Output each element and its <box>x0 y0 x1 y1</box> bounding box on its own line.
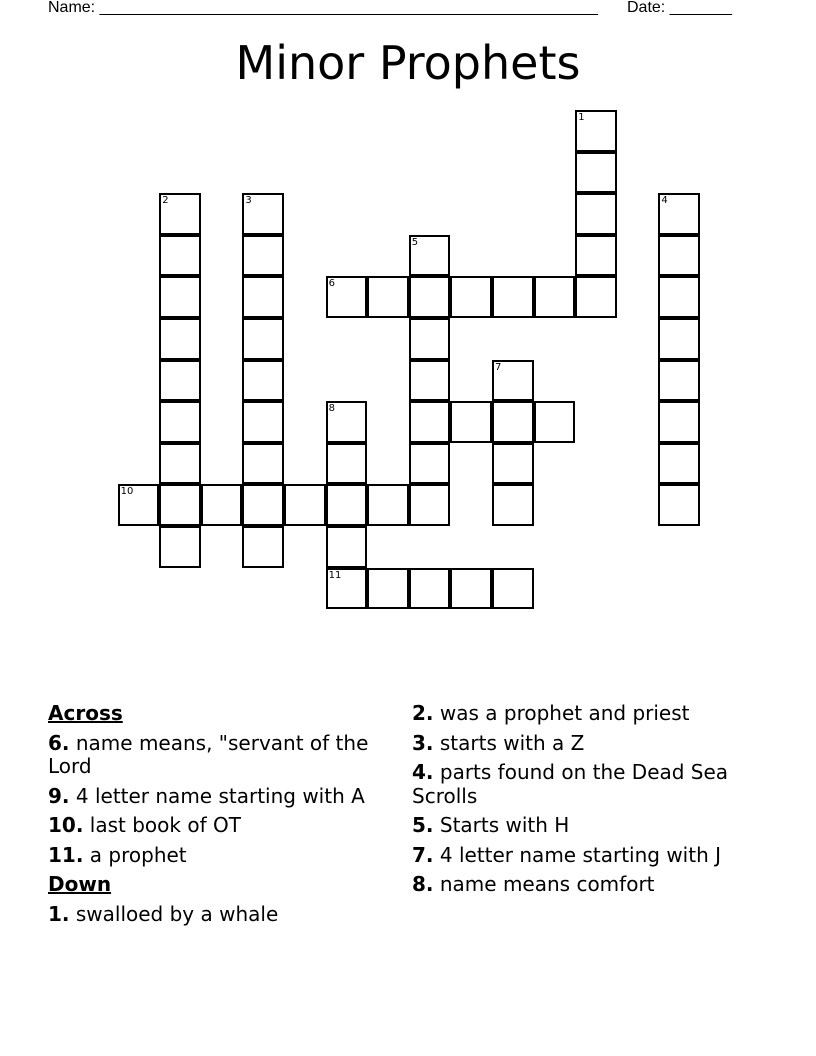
date-line: Date: _______ <box>627 0 732 16</box>
clue-number: 5 <box>411 236 419 248</box>
grid-cell[interactable] <box>326 484 368 526</box>
grid-cell[interactable] <box>201 484 243 526</box>
grid-cell[interactable] <box>492 484 534 526</box>
clue-number: 8 <box>328 403 335 415</box>
clue-text: a prophet <box>83 842 187 867</box>
grid-cell[interactable] <box>159 235 201 277</box>
grid-cell[interactable] <box>575 193 617 235</box>
clues-right-column <box>412 702 752 903</box>
clue-number: 6 <box>328 278 335 290</box>
clue-number-label: 11. <box>48 842 84 867</box>
grid-cell[interactable] <box>409 318 451 360</box>
grid-cell[interactable] <box>242 318 284 360</box>
clue-across <box>48 814 388 838</box>
across-heading: Across <box>48 701 123 725</box>
grid-cell[interactable] <box>409 276 451 318</box>
clue-number-label: 10. <box>48 813 84 837</box>
clue-number-label: 3. <box>412 730 434 755</box>
clue-number: 10 <box>120 486 134 498</box>
clue-down <box>412 844 752 868</box>
clue-down <box>412 761 752 808</box>
clue-number-label: 8. <box>412 872 434 896</box>
grid-cell[interactable] <box>242 235 284 277</box>
clue-down <box>412 702 752 726</box>
clue-text: 4 letter name starting with J <box>433 842 722 867</box>
grid-cell[interactable] <box>450 401 492 443</box>
grid-cell[interactable] <box>284 484 326 526</box>
clue-number-label: 5. <box>412 813 434 837</box>
grid-cell[interactable] <box>242 484 284 526</box>
grid-cell[interactable] <box>118 484 160 526</box>
clue-text: name means, "servant of the Lord <box>48 730 369 778</box>
clue-text: name means comfort <box>433 872 655 896</box>
clue-text: Starts with H <box>433 813 570 837</box>
clue-text: starts with a Z <box>433 730 585 755</box>
grid-cell[interactable] <box>242 360 284 402</box>
grid-cell[interactable] <box>409 484 451 526</box>
clue-down <box>412 814 752 838</box>
clue-text: swalloed by a whale <box>69 901 279 926</box>
down-heading: Down <box>48 872 112 896</box>
grid-cell[interactable] <box>450 568 492 610</box>
grid-cell[interactable] <box>159 484 201 526</box>
grid-cell[interactable] <box>326 276 368 318</box>
grid-cell[interactable] <box>326 401 368 443</box>
clue-number: 3 <box>245 195 252 207</box>
grid-cell[interactable] <box>492 360 534 402</box>
grid-cell[interactable] <box>409 360 451 402</box>
grid-cell[interactable] <box>409 443 451 485</box>
clue-across <box>48 785 388 809</box>
grid-cell[interactable] <box>658 318 700 360</box>
clue-number-label: 2. <box>412 701 434 725</box>
grid-cell[interactable] <box>242 193 284 235</box>
clue-across <box>48 732 388 779</box>
clues-left-column <box>48 702 388 932</box>
grid-cell[interactable] <box>492 568 534 610</box>
clue-number: 4 <box>661 195 668 207</box>
clue-down <box>412 732 752 756</box>
clue-number: 2 <box>162 195 169 207</box>
grid-cell[interactable] <box>658 360 700 402</box>
grid-cell[interactable] <box>575 110 617 152</box>
grid-cell[interactable] <box>575 152 617 194</box>
grid-cell[interactable] <box>159 276 201 318</box>
clue-number-label: 6. <box>48 730 70 755</box>
grid-cell[interactable] <box>575 276 617 318</box>
grid-cell[interactable] <box>450 276 492 318</box>
clue-number-label: 7. <box>412 842 434 867</box>
grid-cell[interactable] <box>242 443 284 485</box>
grid-cell[interactable] <box>658 235 700 277</box>
grid-cell[interactable] <box>326 568 368 610</box>
grid-cell[interactable] <box>159 401 201 443</box>
grid-cell[interactable] <box>658 484 700 526</box>
clue-number: 1 <box>578 112 585 123</box>
clue-down <box>48 903 388 927</box>
clue-number-label: 4. <box>412 760 434 784</box>
grid-cell[interactable] <box>658 401 700 443</box>
clue-number-label: 1. <box>48 901 70 926</box>
grid-cell[interactable] <box>159 360 201 402</box>
grid-cell[interactable] <box>326 443 368 485</box>
clue-text: parts found on the Dead Sea Scrolls <box>412 760 729 808</box>
grid-cell[interactable] <box>367 276 409 318</box>
grid-cell[interactable] <box>409 568 451 610</box>
clue-text: 4 letter name starting with A <box>69 783 365 808</box>
clue-number: 7 <box>495 361 502 373</box>
clue-text: was a prophet and priest <box>433 701 690 725</box>
grid-cell[interactable] <box>658 193 700 235</box>
grid-cell[interactable] <box>534 401 576 443</box>
name-line: Name: ________________________________________________________ <box>48 0 598 16</box>
grid-cell[interactable] <box>159 443 201 485</box>
across-clue-list <box>48 732 388 868</box>
grid-cell[interactable] <box>242 526 284 568</box>
down-clue-list-continued <box>412 702 752 897</box>
grid-cell[interactable] <box>367 484 409 526</box>
grid-cell[interactable] <box>326 526 368 568</box>
grid-cell[interactable] <box>159 318 201 360</box>
down-clue-list <box>48 903 388 927</box>
grid-cell[interactable] <box>492 276 534 318</box>
grid-cell[interactable] <box>492 401 534 443</box>
clue-down <box>412 873 752 897</box>
grid-cell[interactable] <box>534 276 576 318</box>
puzzle-title: Minor Prophets <box>235 36 581 90</box>
grid-cell[interactable] <box>409 235 451 277</box>
grid-cell[interactable] <box>159 193 201 235</box>
grid-cell[interactable] <box>409 401 451 443</box>
grid-cell[interactable] <box>492 443 534 485</box>
grid-cell[interactable] <box>242 276 284 318</box>
grid-cell[interactable] <box>159 526 201 568</box>
clue-number: 11 <box>328 569 342 581</box>
clue-across <box>48 844 388 868</box>
clue-number-label: 9. <box>48 783 70 808</box>
grid-cell[interactable] <box>658 443 700 485</box>
grid-cell[interactable] <box>367 568 409 610</box>
grid-cell[interactable] <box>658 276 700 318</box>
grid-cell[interactable] <box>575 235 617 277</box>
grid-cell[interactable] <box>242 401 284 443</box>
clue-text: last book of OT <box>83 813 241 837</box>
